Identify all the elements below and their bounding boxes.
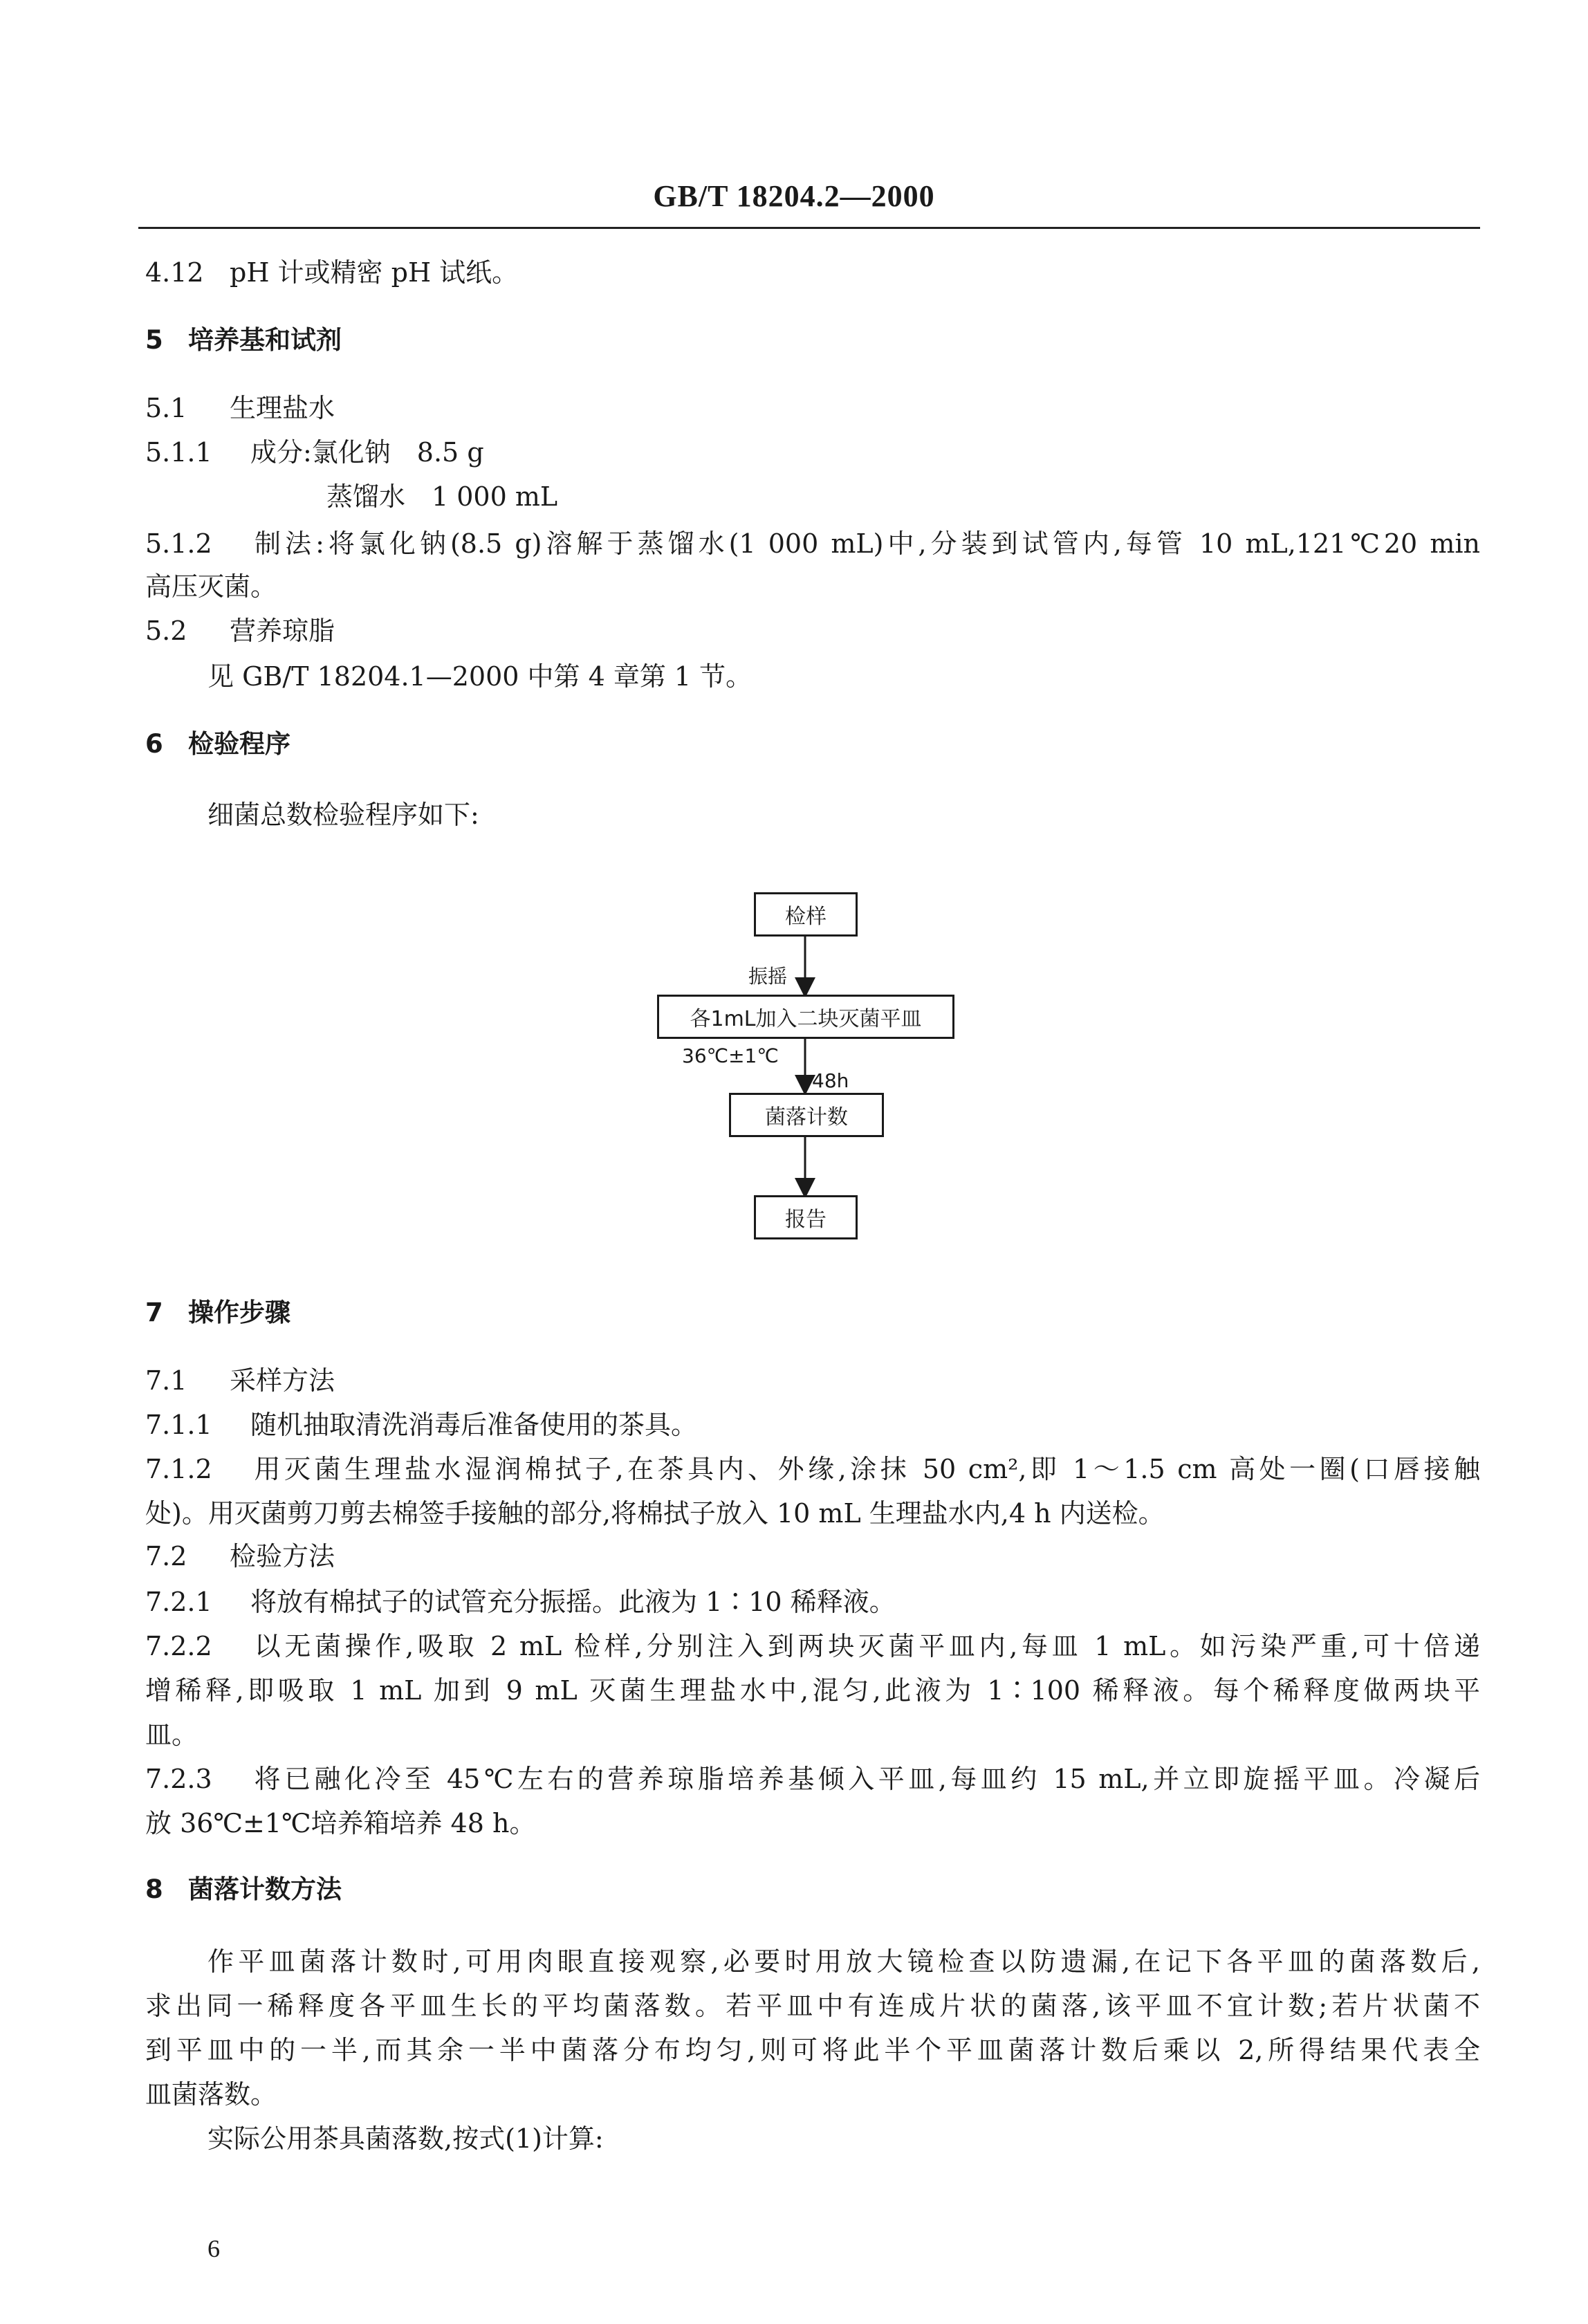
item-7-1-2: 7.1.2 用灭菌生理盐水湿润棉拭子,在茶具内、外缘,涂抹 50 cm²,即 1～1.5 cm 高处一圈(口唇接触 — [145, 1454, 1480, 1484]
item-4-12: 4.12 pH 计或精密 pH 试纸。 — [145, 257, 519, 288]
section-8-formula-intro: 实际公用茶具菌落数,按式(1)计算: — [207, 2123, 604, 2154]
item-5-2-text: 见 GB/T 18204.1—2000 中第 4 章第 1 节。 — [207, 661, 753, 692]
section-6-intro: 细菌总数检验程序如下: — [207, 800, 479, 830]
item-5-1-1-cont: 蒸馏水 1 000 mL — [326, 481, 558, 512]
section-8-para-line3: 到平皿中的一半,而其余一半中菌落分布均匀,则可将此半个平皿菌落计数后乘以 2,所得结果代表全 — [145, 2035, 1480, 2065]
section-5-heading: 5 培养基和试剂 — [145, 325, 342, 355]
section-8-para-line1: 作平皿菌落计数时,可用肉眼直接观察,必要时用放大镜检查以防遗漏,在记下各平皿的菌落数后, — [207, 1946, 1480, 1977]
item-5-1-2-cont: 高压灭菌。 — [145, 571, 277, 602]
page-number: 6 — [207, 2235, 220, 2262]
item-7-2: 7.2 检验方法 — [145, 1541, 335, 1571]
flow-box-report: 报告 — [754, 1195, 858, 1239]
item-7-1: 7.1 采样方法 — [145, 1365, 335, 1396]
section-6-heading: 6 检验程序 — [145, 729, 290, 759]
item-7-2-2-cont2: 皿。 — [145, 1719, 198, 1750]
item-5-1: 5.1 生理盐水 — [145, 393, 335, 423]
item-7-2-3: 7.2.3 将已融化冷至 45℃左右的营养琼脂培养基倾入平皿,每皿约 15 mL,并立即旋摇平皿。冷凝后 — [145, 1764, 1480, 1794]
flow-box-sample: 检样 — [754, 892, 858, 937]
section-8-para-line2: 求出同一稀释度各平皿生长的平均菌落数。若平皿中有连成片状的菌落,该平皿不宜计数;若片状菌不 — [145, 1991, 1480, 2021]
header-rule — [138, 227, 1480, 229]
flow-label-hours: 48h — [812, 1069, 849, 1092]
section-8-para-line4: 皿菌落数。 — [145, 2079, 277, 2110]
flow-label-temperature: 36℃±1℃ — [682, 1044, 779, 1067]
section-8-heading: 8 菌落计数方法 — [145, 1874, 342, 1904]
item-7-2-3-cont: 放 36℃±1℃培养箱培养 48 h。 — [145, 1808, 536, 1838]
item-5-1-1: 5.1.1 成分:氯化钠 8.5 g — [145, 437, 484, 468]
flow-box-count: 菌落计数 — [729, 1093, 884, 1137]
item-7-1-2-cont: 处)。用灭菌剪刀剪去棉签手接触的部分,将棉拭子放入 10 mL 生理盐水内,4 h 内送检。 — [145, 1498, 1165, 1529]
item-5-2: 5.2 营养琼脂 — [145, 616, 335, 646]
flow-box-plates: 各1mL加入二块灭菌平皿 — [657, 995, 954, 1039]
section-7-heading: 7 操作步骤 — [145, 1298, 290, 1327]
item-7-2-2: 7.2.2 以无菌操作,吸取 2 mL 检样,分别注入到两块灭菌平皿内,每皿 1 mL。如污染严重,可十倍递 — [145, 1631, 1480, 1661]
standard-header: GB/T 18204.2—2000 — [653, 179, 935, 213]
item-7-1-1: 7.1.1 随机抽取清洗消毒后准备使用的茶具。 — [145, 1410, 698, 1440]
item-5-1-2: 5.1.2 制法:将氯化钠(8.5 g)溶解于蒸馏水(1 000 mL)中,分装到试管内,每管 10 mL,121℃20 min — [145, 528, 1480, 559]
item-7-2-1: 7.2.1 将放有棉拭子的试管充分振摇。此液为 1∶10 稀释液。 — [145, 1587, 896, 1617]
item-7-2-2-cont: 增稀释,即吸取 1 mL 加到 9 mL 灭菌生理盐水中,混匀,此液为 1∶100 稀释液。每个稀释度做两块平 — [145, 1675, 1480, 1706]
flow-label-shake: 振摇 — [748, 965, 788, 988]
